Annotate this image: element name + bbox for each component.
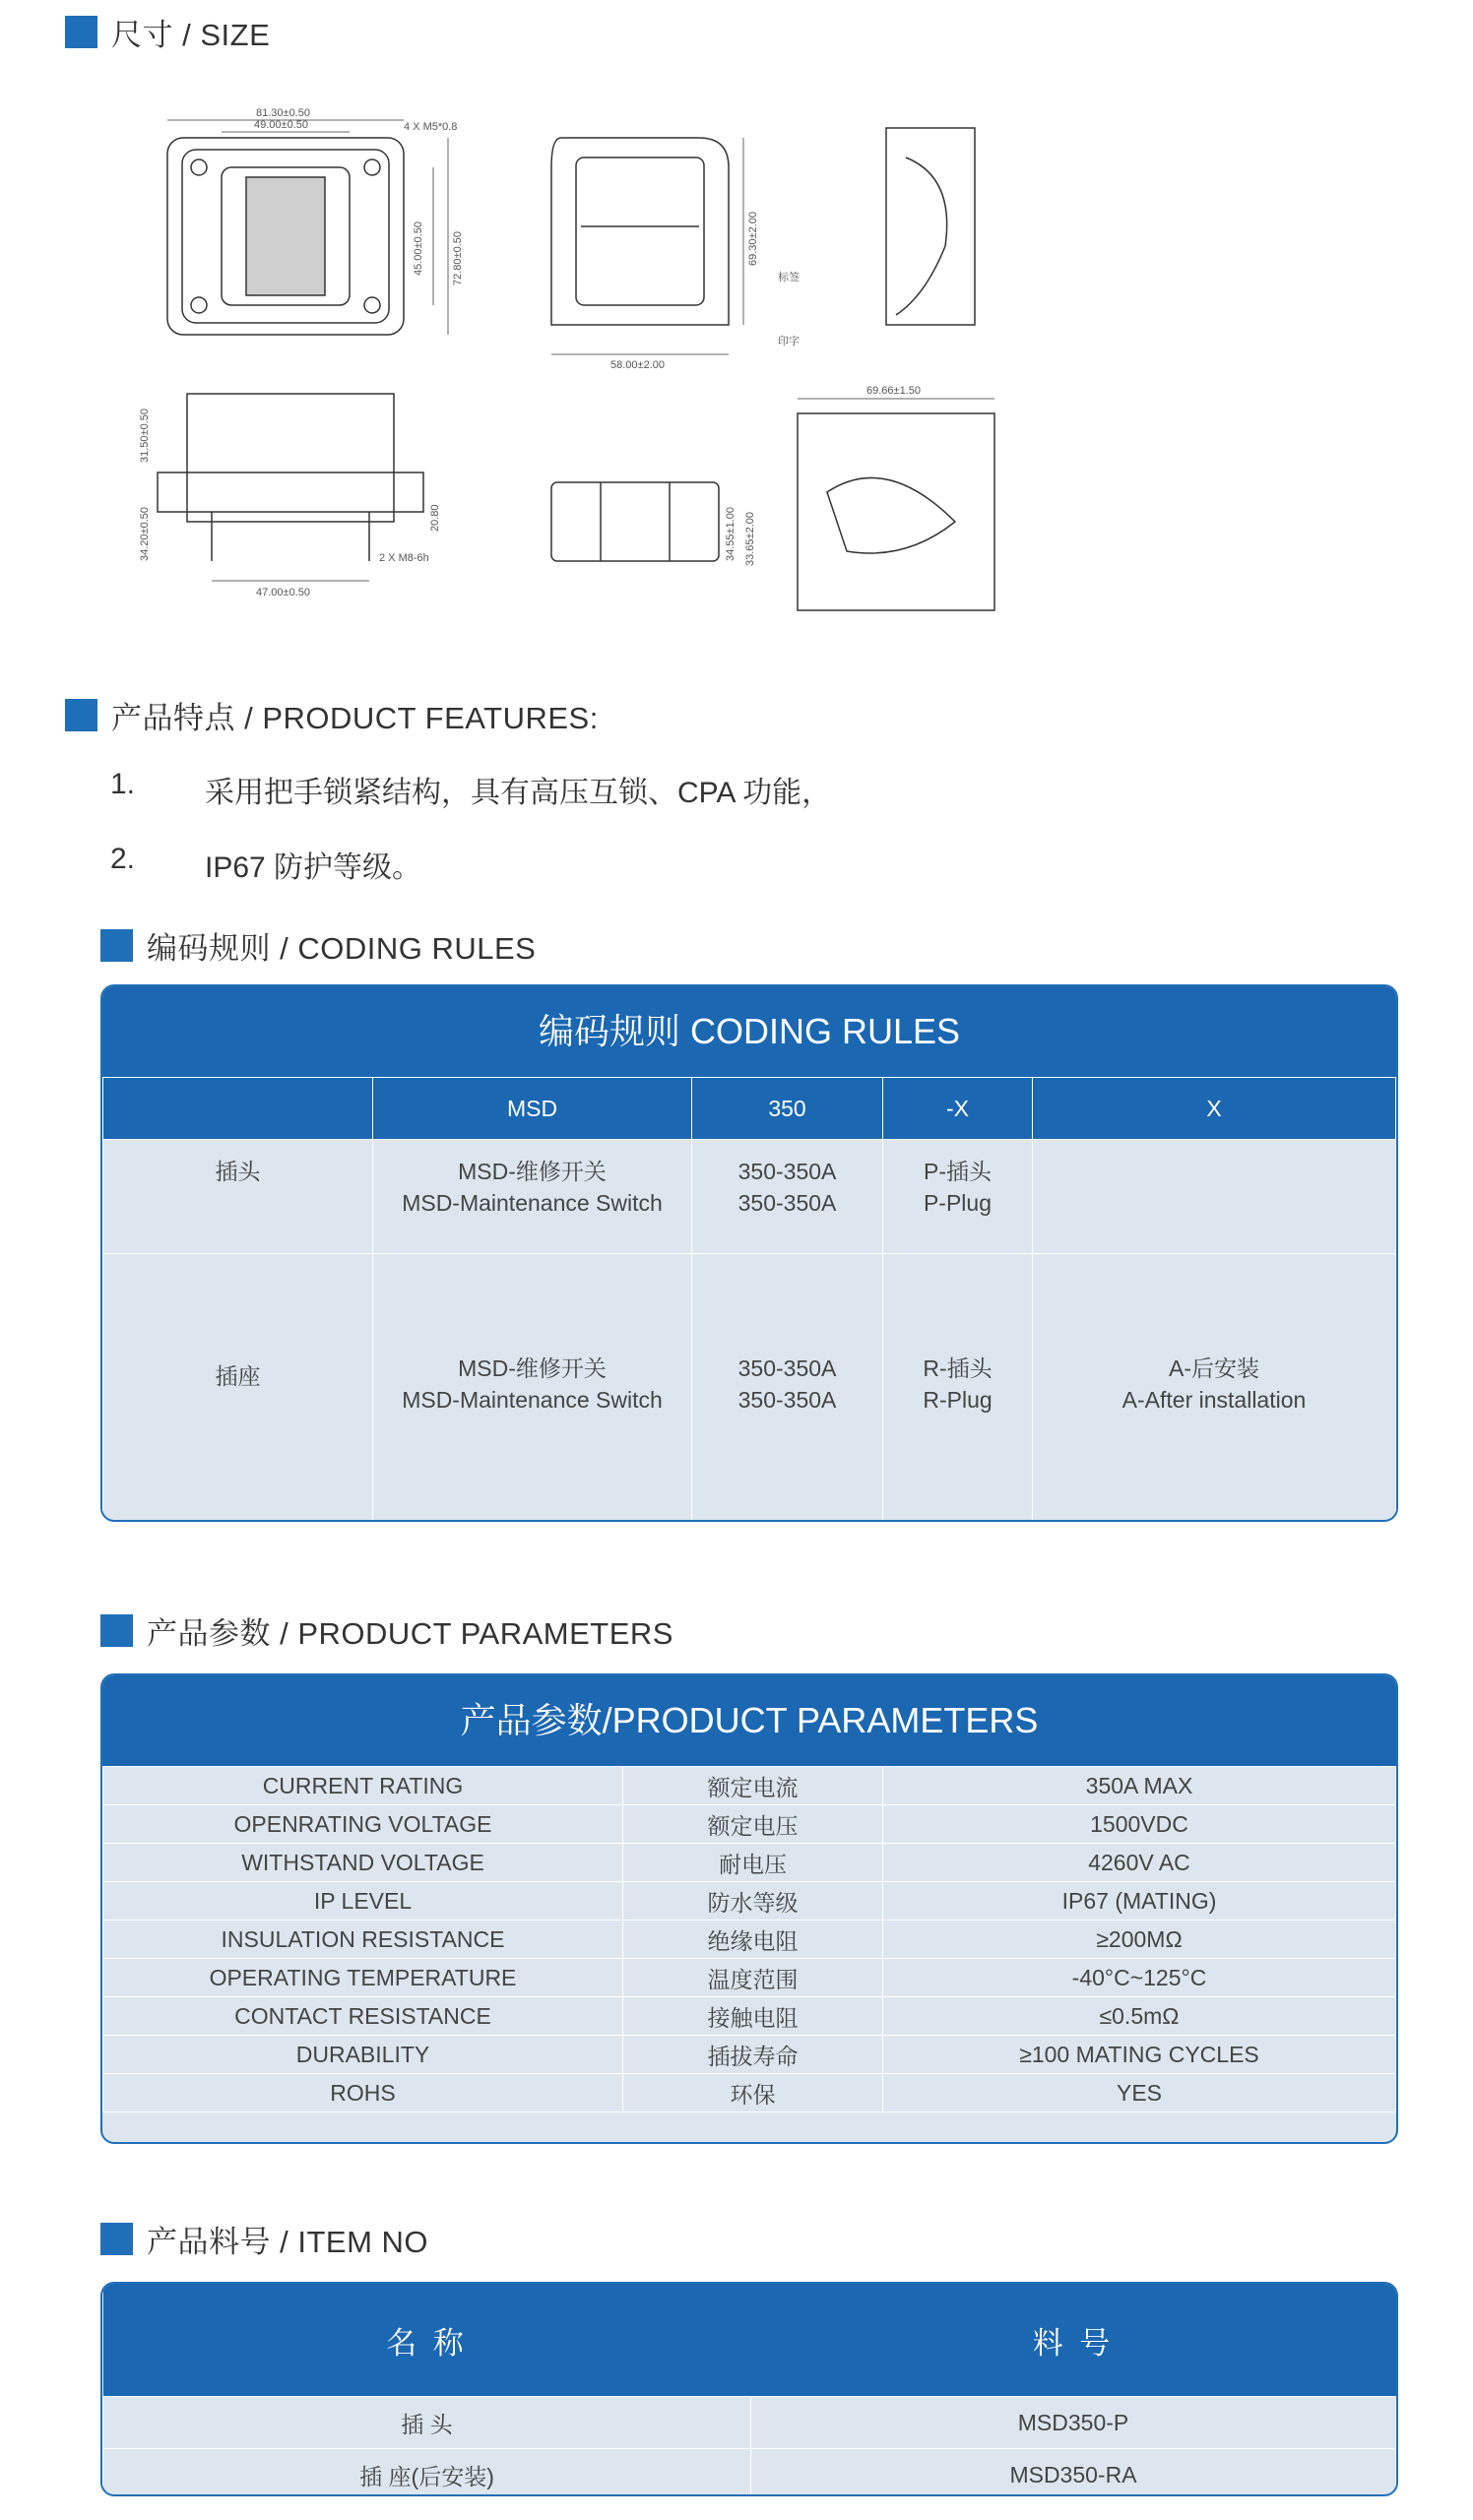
section-heading-params: 产品参数 / PRODUCT PARAMETERS: [100, 1608, 673, 1653]
table-row: [103, 1844, 1396, 1882]
dim-label: 20.80: [429, 504, 441, 532]
coding-header: X: [1033, 1078, 1396, 1140]
heading-square-icon: [100, 1614, 133, 1647]
dim-label: 69.30±2.00: [747, 212, 759, 266]
table-row: [103, 2036, 1396, 2074]
dim-label: 72.80±0.50: [452, 231, 464, 285]
dim-label: 4 X M5*0.8: [404, 121, 458, 133]
dim-label: 31.50±0.50: [139, 409, 151, 463]
param-cell: ≤0.5mΩ: [883, 1997, 1396, 2036]
dimension-drawing: [138, 98, 1024, 630]
section-heading-size: 尺寸 / SIZE: [65, 10, 270, 54]
param-cell: 插拔寿命: [623, 2036, 883, 2074]
param-cell: 350A MAX: [883, 1767, 1396, 1805]
items-header-code: 料 号: [751, 2284, 1396, 2397]
table-row: [103, 1805, 1396, 1844]
param-cell: IP67 (MATING): [883, 1882, 1396, 1921]
feature-item: 1. 采用把手锁紧结构，具有高压互锁、CPA 功能，: [110, 768, 832, 809]
table-row: 插 座(后安装) MSD350-RA: [103, 2449, 1396, 2497]
items-header-name: 名 称: [103, 2284, 751, 2397]
params-table-title: 产品参数/PRODUCT PARAMETERS: [102, 1675, 1396, 1766]
param-cell: 接触电阻: [623, 1997, 883, 2036]
table-row: 插头 MSD-维修开关 MSD-Maintenance Switch 350-350A 350-350A P-插头 P-Plug: [103, 1140, 1396, 1254]
section-heading-items: 产品料号 / ITEM NO: [100, 2217, 428, 2261]
dim-label: 2 X M8-6h: [379, 552, 429, 564]
section-heading-coding: 编码规则 / CODING RULES: [100, 923, 536, 968]
param-cell: CURRENT RATING: [103, 1767, 623, 1805]
section-heading-features: 产品特点 / PRODUCT FEATURES:: [65, 693, 599, 737]
param-cell: DURABILITY: [103, 2036, 623, 2074]
product-parameters-table: [100, 1673, 1398, 2144]
param-cell: IP LEVEL: [103, 1882, 623, 1921]
param-cell: 绝缘电阻: [623, 1921, 883, 1959]
table-row: [103, 1997, 1396, 2036]
dim-label: 45.00±0.50: [413, 221, 424, 276]
coding-header: -X: [883, 1078, 1033, 1140]
dim-label: 34.20±0.50: [139, 507, 151, 561]
param-cell: 防水等级: [623, 1882, 883, 1921]
coding-header: MSD: [373, 1078, 692, 1140]
item-number-table: [100, 2282, 1398, 2496]
table-row: 插座 MSD-维修开关 MSD-Maintenance Switch 350-350A 350-350A R-插头 R-Plug A-后安装 A-After installation: [103, 1254, 1396, 1522]
dim-label: 81.30±0.50: [256, 107, 310, 119]
dim-label: 34.55±1.00: [725, 507, 736, 561]
param-cell: OPERATING TEMPERATURE: [103, 1959, 623, 1997]
param-cell: YES: [883, 2074, 1396, 2112]
dim-label: 69.66±1.50: [866, 385, 921, 397]
param-cell: 耐电压: [623, 1844, 883, 1882]
param-cell: 4260V AC: [883, 1844, 1396, 1882]
param-cell: 额定电压: [623, 1805, 883, 1844]
table-row: [103, 1959, 1396, 1997]
coding-rules-table: [100, 984, 1398, 1522]
dim-label: 标签: [778, 272, 800, 284]
table-row: 插 头 MSD350-P: [103, 2397, 1396, 2449]
heading-square-icon: [65, 16, 97, 48]
dim-label: 33.65±2.00: [744, 512, 756, 566]
param-cell: WITHSTAND VOLTAGE: [103, 1844, 623, 1882]
dim-label: 58.00±2.00: [610, 359, 665, 371]
param-cell: ROHS: [103, 2074, 623, 2112]
heading-square-icon: [100, 929, 133, 962]
heading-square-icon: [100, 2223, 133, 2255]
dim-label: 49.00±0.50: [254, 119, 308, 131]
param-cell: ≥200MΩ: [883, 1921, 1396, 1959]
coding-header: [103, 1078, 373, 1140]
table-row: [103, 1882, 1396, 1921]
param-cell: OPENRATING VOLTAGE: [103, 1805, 623, 1844]
param-cell: CONTACT RESISTANCE: [103, 1997, 623, 2036]
dimension-drawing-svg: [138, 98, 1024, 630]
dim-label: 印字: [778, 336, 800, 347]
heading-square-icon: [65, 699, 97, 731]
param-cell: 额定电流: [623, 1767, 883, 1805]
param-cell: ≥100 MATING CYCLES: [883, 2036, 1396, 2074]
param-cell: INSULATION RESISTANCE: [103, 1921, 623, 1959]
param-cell: 环保: [623, 2074, 883, 2112]
coding-header: 350: [692, 1078, 883, 1140]
param-cell: 1500VDC: [883, 1805, 1396, 1844]
param-cell: -40°C~125°C: [883, 1959, 1396, 1997]
coding-table-title: 编码规则 CODING RULES: [102, 986, 1396, 1077]
dim-label: 47.00±0.50: [256, 587, 310, 598]
table-row: [103, 1921, 1396, 1959]
param-cell: 温度范围: [623, 1959, 883, 1997]
table-row: [103, 2074, 1396, 2112]
table-row: [103, 1767, 1396, 1805]
feature-item: 2. IP67 防护等级。: [110, 843, 422, 884]
